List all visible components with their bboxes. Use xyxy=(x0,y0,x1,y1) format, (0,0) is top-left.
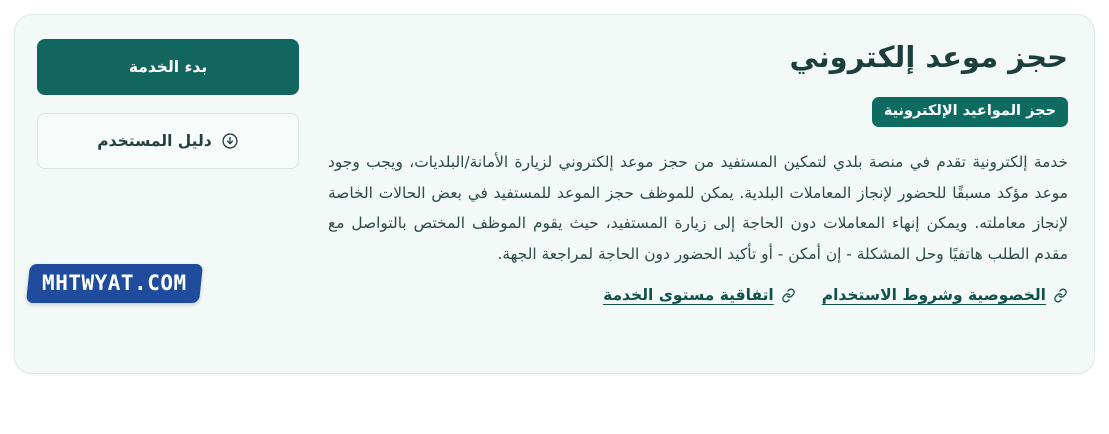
badge-row xyxy=(328,97,1068,127)
service-description: خدمة إلكترونية تقدم في منصة بلدي لتمكين المستفيد من حجز موعد إلكتروني لزيارة الأمانة/البلديات، ويجب وجود موعد مؤكد مسبقًا للحضور لإنجاز المعاملات البلدية. يمكن للموظف حجز الموعد للمستفيد في بعض الحالات الخاصة لإنجاز معاملته. ويمكن إنهاء المعاملات دون الحاجة إلى زيارة المستفيد، حيث يقوم الموظف المختص بالتواصل مع مقدم الطلب هاتفيًا وحل المشكلة - إن أمكن - أو تأكيد الحضور دون الحاجة لمراجعة الجهة. xyxy=(328,152,1068,264)
user-guide-button[interactable] xyxy=(37,113,299,169)
link-icon xyxy=(1053,288,1068,303)
page-title: حجز موعد إلكتروني xyxy=(789,40,1068,74)
service-card xyxy=(14,14,1095,374)
watermark-text: MHTWYAT.COM xyxy=(42,271,187,295)
privacy-terms-link[interactable] xyxy=(822,286,1068,304)
service-links xyxy=(328,286,1068,304)
link-icon xyxy=(781,288,796,303)
service-content xyxy=(328,39,1068,304)
start-service-button[interactable]: بدء الخدمة xyxy=(37,39,299,95)
user-guide-label: دليل المستخدم xyxy=(97,132,212,150)
status-badge: حجز المواعيد الإلكترونية xyxy=(872,97,1068,127)
service-actions xyxy=(37,39,299,169)
download-icon xyxy=(221,132,239,150)
privacy-terms-link-label: الخصوصية وشروط الاستخدام xyxy=(821,286,1046,304)
sla-link-label: اتفاقية مستوى الخدمة xyxy=(603,286,774,304)
watermark xyxy=(26,264,203,303)
sla-link[interactable] xyxy=(603,286,796,304)
